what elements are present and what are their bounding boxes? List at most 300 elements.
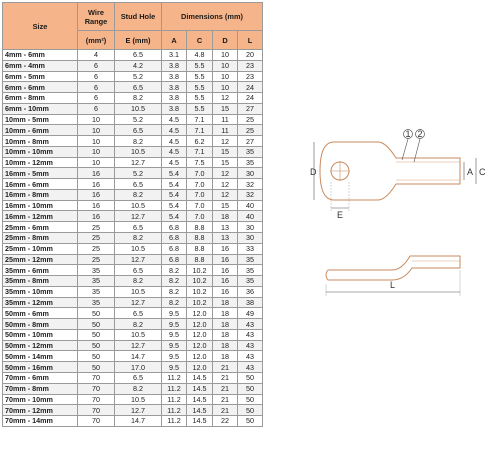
callout-1-label: 1 — [405, 129, 411, 139]
cell-wire-range: 6 — [78, 71, 115, 82]
cell-dim-l: 43 — [238, 340, 263, 351]
cell-dim-c: 10.2 — [187, 297, 213, 308]
table-row — [3, 233, 263, 244]
cell-size: 25mm - 6mm — [3, 222, 78, 233]
cell-wire-range: 35 — [78, 276, 115, 287]
cell-dim-c: 8.8 — [187, 243, 213, 254]
cell-dim-a: 9.5 — [162, 362, 187, 373]
dim-a-label: A — [467, 167, 474, 177]
cell-dim-d: 10 — [213, 60, 238, 71]
cell-size: 6mm - 6mm — [3, 82, 78, 93]
cell-wire-range: 6 — [78, 103, 115, 114]
cell-dim-a: 6.8 — [162, 254, 187, 265]
cell-dim-a: 11.2 — [162, 394, 187, 405]
dim-l-label: L — [390, 280, 396, 290]
cell-dim-c: 7.1 — [187, 146, 213, 157]
cell-dim-l: 35 — [238, 276, 263, 287]
cell-stud-hole: 10.5 — [115, 394, 162, 405]
cell-wire-range: 70 — [78, 416, 115, 427]
cell-wire-range: 25 — [78, 254, 115, 265]
cell-dim-a: 9.5 — [162, 340, 187, 351]
cell-dim-c: 7.0 — [187, 168, 213, 179]
cell-dim-c: 12.0 — [187, 362, 213, 373]
cell-wire-range: 50 — [78, 319, 115, 330]
table-row — [3, 276, 263, 287]
cell-wire-range: 6 — [78, 93, 115, 104]
cell-wire-range: 6 — [78, 82, 115, 93]
cell-dim-a: 4.5 — [162, 157, 187, 168]
table-row — [3, 319, 263, 330]
cell-wire-range: 50 — [78, 351, 115, 362]
cell-stud-hole: 6.5 — [115, 50, 162, 61]
cell-stud-hole: 12.7 — [115, 254, 162, 265]
cell-wire-range: 70 — [78, 405, 115, 416]
header-l: L — [238, 31, 263, 50]
cell-dim-a: 4.5 — [162, 125, 187, 136]
table-row — [3, 146, 263, 157]
cell-dim-d: 15 — [213, 146, 238, 157]
cell-size: 50mm - 10mm — [3, 329, 78, 340]
cell-dim-d: 18 — [213, 211, 238, 222]
cell-stud-hole: 10.5 — [115, 329, 162, 340]
cell-stud-hole: 6.5 — [115, 265, 162, 276]
cell-dim-l: 25 — [238, 125, 263, 136]
cell-size: 10mm - 5mm — [3, 114, 78, 125]
table-row — [3, 362, 263, 373]
dim-d-label: D — [310, 167, 317, 177]
cell-wire-range: 16 — [78, 168, 115, 179]
cell-wire-range: 16 — [78, 189, 115, 200]
cell-dim-l: 27 — [238, 103, 263, 114]
table-row — [3, 82, 263, 93]
cell-stud-hole: 12.7 — [115, 340, 162, 351]
table-row — [3, 114, 263, 125]
cell-wire-range: 50 — [78, 340, 115, 351]
cell-size: 35mm - 12mm — [3, 297, 78, 308]
cell-dim-l: 43 — [238, 329, 263, 340]
cell-dim-a: 8.2 — [162, 276, 187, 287]
cell-dim-a: 4.5 — [162, 114, 187, 125]
cell-stud-hole: 5.2 — [115, 71, 162, 82]
cell-dim-c: 7.0 — [187, 189, 213, 200]
cell-size: 10mm - 12mm — [3, 157, 78, 168]
cell-dim-d: 18 — [213, 340, 238, 351]
cell-dim-c: 7.0 — [187, 179, 213, 190]
cell-dim-d: 22 — [213, 416, 238, 427]
cell-size: 16mm - 6mm — [3, 179, 78, 190]
cell-dim-a: 4.5 — [162, 146, 187, 157]
cell-dim-d: 16 — [213, 286, 238, 297]
cell-dim-d: 12 — [213, 136, 238, 147]
cell-dim-l: 50 — [238, 405, 263, 416]
cell-wire-range: 50 — [78, 362, 115, 373]
cell-dim-c: 6.2 — [187, 136, 213, 147]
cell-dim-l: 40 — [238, 211, 263, 222]
cell-dim-l: 50 — [238, 383, 263, 394]
cell-size: 6mm - 8mm — [3, 93, 78, 104]
cell-stud-hole: 6.5 — [115, 308, 162, 319]
cell-dim-l: 43 — [238, 319, 263, 330]
lug-diagrams — [310, 120, 495, 305]
cell-wire-range: 10 — [78, 136, 115, 147]
cell-dim-d: 21 — [213, 362, 238, 373]
callout-2-label: 2 — [417, 129, 423, 139]
cell-dim-l: 30 — [238, 168, 263, 179]
cell-size: 4mm - 6mm — [3, 50, 78, 61]
cell-wire-range: 50 — [78, 329, 115, 340]
cell-dim-c: 14.5 — [187, 405, 213, 416]
cell-dim-a: 3.8 — [162, 60, 187, 71]
cell-size: 35mm - 10mm — [3, 286, 78, 297]
table-row — [3, 254, 263, 265]
cell-size: 35mm - 8mm — [3, 276, 78, 287]
cell-size: 6mm - 5mm — [3, 71, 78, 82]
cell-dim-a: 3.8 — [162, 93, 187, 104]
cell-dim-c: 12.0 — [187, 340, 213, 351]
cell-dim-c: 5.5 — [187, 60, 213, 71]
cell-dim-d: 16 — [213, 276, 238, 287]
cell-stud-hole: 4.2 — [115, 60, 162, 71]
cell-size: 10mm - 6mm — [3, 125, 78, 136]
cell-stud-hole: 5.2 — [115, 114, 162, 125]
cell-size: 50mm - 16mm — [3, 362, 78, 373]
cell-size: 6mm - 4mm — [3, 60, 78, 71]
cell-dim-d: 13 — [213, 222, 238, 233]
cell-wire-range: 70 — [78, 394, 115, 405]
cell-size: 70mm - 10mm — [3, 394, 78, 405]
cell-dim-c: 4.8 — [187, 50, 213, 61]
cell-wire-range: 70 — [78, 383, 115, 394]
cell-dim-a: 4.5 — [162, 136, 187, 147]
cell-dim-l: 24 — [238, 82, 263, 93]
cell-dim-a: 5.4 — [162, 168, 187, 179]
header-size: Size — [3, 3, 78, 50]
table-row — [3, 211, 263, 222]
cell-dim-d: 15 — [213, 200, 238, 211]
cell-size: 10mm - 10mm — [3, 146, 78, 157]
cell-size: 25mm - 8mm — [3, 233, 78, 244]
header-stud-hole: Stud Hole — [115, 3, 162, 31]
callout-1-leader — [402, 139, 408, 160]
cell-stud-hole: 8.2 — [115, 136, 162, 147]
cell-dim-c: 10.2 — [187, 265, 213, 276]
cell-dim-d: 10 — [213, 50, 238, 61]
table-row — [3, 93, 263, 104]
table-row — [3, 136, 263, 147]
cell-dim-a: 9.5 — [162, 319, 187, 330]
cell-stud-hole: 8.2 — [115, 319, 162, 330]
cell-stud-hole: 6.5 — [115, 82, 162, 93]
cell-dim-d: 15 — [213, 157, 238, 168]
spec-table — [2, 2, 263, 427]
cell-dim-a: 5.4 — [162, 211, 187, 222]
cell-stud-hole: 6.5 — [115, 179, 162, 190]
cell-dim-d: 11 — [213, 114, 238, 125]
cell-dim-c: 10.2 — [187, 286, 213, 297]
cell-dim-a: 3.8 — [162, 71, 187, 82]
table-row — [3, 286, 263, 297]
cell-dim-l: 30 — [238, 233, 263, 244]
cell-dim-a: 5.4 — [162, 189, 187, 200]
cell-stud-hole: 8.2 — [115, 93, 162, 104]
cell-dim-l: 20 — [238, 50, 263, 61]
cell-dim-c: 10.2 — [187, 276, 213, 287]
cell-dim-a: 9.5 — [162, 308, 187, 319]
cell-dim-d: 21 — [213, 405, 238, 416]
cell-dim-c: 5.5 — [187, 103, 213, 114]
cell-dim-a: 8.2 — [162, 286, 187, 297]
cell-stud-hole: 12.7 — [115, 211, 162, 222]
dim-e-label: E — [337, 210, 344, 220]
cell-dim-a: 11.2 — [162, 405, 187, 416]
cell-dim-a: 5.4 — [162, 200, 187, 211]
cell-dim-l: 43 — [238, 351, 263, 362]
table-row — [3, 308, 263, 319]
table-row — [3, 179, 263, 190]
cell-dim-a: 3.8 — [162, 103, 187, 114]
header-wire-range: Wire Range — [78, 3, 115, 31]
cell-stud-hole: 8.2 — [115, 276, 162, 287]
cell-wire-range: 50 — [78, 308, 115, 319]
cell-dim-d: 10 — [213, 71, 238, 82]
cell-wire-range: 16 — [78, 211, 115, 222]
cell-size: 70mm - 12mm — [3, 405, 78, 416]
cell-stud-hole: 10.5 — [115, 243, 162, 254]
cell-wire-range: 35 — [78, 286, 115, 297]
cell-dim-a: 5.4 — [162, 179, 187, 190]
cell-size: 16mm - 8mm — [3, 189, 78, 200]
cell-dim-l: 49 — [238, 308, 263, 319]
cell-dim-d: 10 — [213, 82, 238, 93]
cell-dim-d: 13 — [213, 233, 238, 244]
cell-wire-range: 10 — [78, 125, 115, 136]
cell-dim-l: 35 — [238, 146, 263, 157]
cell-dim-l: 35 — [238, 157, 263, 168]
cell-wire-range: 10 — [78, 114, 115, 125]
cell-dim-a: 3.1 — [162, 50, 187, 61]
cell-dim-c: 14.5 — [187, 383, 213, 394]
cell-wire-range: 25 — [78, 243, 115, 254]
cell-dim-a: 11.2 — [162, 383, 187, 394]
table-row — [3, 265, 263, 276]
cell-wire-range: 25 — [78, 222, 115, 233]
cell-dim-c: 8.8 — [187, 254, 213, 265]
cell-size: 16mm - 12mm — [3, 211, 78, 222]
cell-dim-l: 32 — [238, 179, 263, 190]
cell-dim-c: 5.5 — [187, 82, 213, 93]
cell-dim-a: 3.8 — [162, 82, 187, 93]
table-row — [3, 394, 263, 405]
cell-dim-d: 12 — [213, 93, 238, 104]
cell-dim-c: 7.0 — [187, 200, 213, 211]
cell-stud-hole: 8.2 — [115, 233, 162, 244]
cell-size: 35mm - 6mm — [3, 265, 78, 276]
cell-dim-c: 14.5 — [187, 416, 213, 427]
cell-dim-l: 33 — [238, 243, 263, 254]
cell-dim-l: 36 — [238, 286, 263, 297]
cell-dim-c: 7.0 — [187, 211, 213, 222]
lug-side-outline — [326, 256, 460, 280]
table-row — [3, 329, 263, 340]
cell-dim-c: 7.5 — [187, 157, 213, 168]
cell-size: 16mm - 10mm — [3, 200, 78, 211]
cell-dim-l: 50 — [238, 394, 263, 405]
table-row — [3, 243, 263, 254]
cell-size: 70mm - 14mm — [3, 416, 78, 427]
cell-dim-c: 5.5 — [187, 93, 213, 104]
cell-dim-c: 7.1 — [187, 114, 213, 125]
cell-size: 16mm - 5mm — [3, 168, 78, 179]
cell-dim-d: 18 — [213, 351, 238, 362]
cell-dim-d: 16 — [213, 254, 238, 265]
header-stud-unit: E (mm) — [115, 31, 162, 50]
cell-wire-range: 35 — [78, 265, 115, 276]
cell-dim-d: 12 — [213, 189, 238, 200]
cell-stud-hole: 12.7 — [115, 157, 162, 168]
cell-dim-d: 15 — [213, 103, 238, 114]
cell-stud-hole: 17.0 — [115, 362, 162, 373]
cell-size: 50mm - 8mm — [3, 319, 78, 330]
cell-dim-a: 8.2 — [162, 265, 187, 276]
table-row — [3, 157, 263, 168]
cell-dim-c: 12.0 — [187, 308, 213, 319]
cell-dim-c: 12.0 — [187, 351, 213, 362]
cell-wire-range: 10 — [78, 146, 115, 157]
table-row — [3, 71, 263, 82]
cell-wire-range: 10 — [78, 157, 115, 168]
cell-dim-c: 12.0 — [187, 329, 213, 340]
cell-dim-c: 12.0 — [187, 319, 213, 330]
cell-dim-l: 40 — [238, 200, 263, 211]
cell-size: 50mm - 14mm — [3, 351, 78, 362]
table-row — [3, 189, 263, 200]
cell-dim-d: 21 — [213, 394, 238, 405]
cell-stud-hole: 6.5 — [115, 372, 162, 383]
lug-side-view — [326, 256, 460, 296]
cell-dim-d: 16 — [213, 243, 238, 254]
dim-c-label: C — [479, 167, 486, 177]
cell-stud-hole: 14.7 — [115, 351, 162, 362]
cell-dim-l: 35 — [238, 254, 263, 265]
cell-dim-a: 11.2 — [162, 416, 187, 427]
cell-wire-range: 70 — [78, 372, 115, 383]
cell-wire-range: 16 — [78, 179, 115, 190]
cell-wire-range: 16 — [78, 200, 115, 211]
lug-top-view — [310, 129, 486, 220]
cell-wire-range: 4 — [78, 50, 115, 61]
cell-stud-hole: 10.5 — [115, 103, 162, 114]
cell-dim-l: 50 — [238, 372, 263, 383]
cell-wire-range: 35 — [78, 297, 115, 308]
cell-dim-l: 27 — [238, 136, 263, 147]
table-row — [3, 60, 263, 71]
cell-dim-d: 12 — [213, 179, 238, 190]
table-row — [3, 383, 263, 394]
cell-size: 25mm - 10mm — [3, 243, 78, 254]
cell-size: 70mm - 8mm — [3, 383, 78, 394]
header-wire-unit: (mm²) — [78, 31, 115, 50]
cell-dim-c: 7.1 — [187, 125, 213, 136]
cell-dim-l: 38 — [238, 297, 263, 308]
table-row — [3, 351, 263, 362]
cell-size: 50mm - 6mm — [3, 308, 78, 319]
cell-dim-d: 16 — [213, 265, 238, 276]
cell-stud-hole: 14.7 — [115, 416, 162, 427]
cell-stud-hole: 10.5 — [115, 146, 162, 157]
cell-stud-hole: 5.2 — [115, 168, 162, 179]
table-row — [3, 50, 263, 61]
cell-dim-d: 18 — [213, 329, 238, 340]
header-dimensions: Dimensions (mm) — [162, 3, 263, 31]
table-row — [3, 103, 263, 114]
cell-stud-hole: 10.5 — [115, 286, 162, 297]
cell-dim-c: 8.8 — [187, 222, 213, 233]
cell-dim-a: 6.8 — [162, 243, 187, 254]
cell-dim-l: 24 — [238, 93, 263, 104]
cell-stud-hole: 6.5 — [115, 125, 162, 136]
cell-dim-d: 21 — [213, 372, 238, 383]
cell-dim-d: 11 — [213, 125, 238, 136]
cell-dim-c: 8.8 — [187, 233, 213, 244]
cell-dim-a: 6.8 — [162, 222, 187, 233]
cell-wire-range: 6 — [78, 60, 115, 71]
table-row — [3, 168, 263, 179]
cell-dim-l: 35 — [238, 265, 263, 276]
table-row — [3, 405, 263, 416]
table-row — [3, 125, 263, 136]
cell-stud-hole: 8.2 — [115, 383, 162, 394]
spec-table-body — [3, 50, 263, 427]
cell-dim-c: 14.5 — [187, 394, 213, 405]
cell-stud-hole: 6.5 — [115, 222, 162, 233]
header-c: C — [187, 31, 213, 50]
cell-size: 25mm - 12mm — [3, 254, 78, 265]
cell-dim-d: 18 — [213, 319, 238, 330]
cell-size: 10mm - 8mm — [3, 136, 78, 147]
header-a: A — [162, 31, 187, 50]
header-d: D — [213, 31, 238, 50]
cell-stud-hole: 8.2 — [115, 189, 162, 200]
cell-dim-l: 30 — [238, 222, 263, 233]
cell-dim-d: 21 — [213, 383, 238, 394]
cell-size: 6mm - 10mm — [3, 103, 78, 114]
cell-dim-l: 43 — [238, 362, 263, 373]
table-row — [3, 297, 263, 308]
cell-dim-l: 32 — [238, 189, 263, 200]
table-row — [3, 222, 263, 233]
cell-dim-c: 14.5 — [187, 372, 213, 383]
cell-dim-l: 23 — [238, 60, 263, 71]
cell-size: 50mm - 12mm — [3, 340, 78, 351]
cell-dim-d: 18 — [213, 297, 238, 308]
cell-dim-a: 6.8 — [162, 233, 187, 244]
cell-stud-hole: 12.7 — [115, 405, 162, 416]
cell-dim-a: 8.2 — [162, 297, 187, 308]
cell-dim-l: 25 — [238, 114, 263, 125]
cell-dim-a: 9.5 — [162, 351, 187, 362]
table-row — [3, 416, 263, 427]
cell-dim-d: 18 — [213, 308, 238, 319]
cell-stud-hole: 10.5 — [115, 200, 162, 211]
cell-dim-l: 50 — [238, 416, 263, 427]
cell-dim-d: 12 — [213, 168, 238, 179]
cell-dim-a: 9.5 — [162, 329, 187, 340]
table-row — [3, 200, 263, 211]
table-row — [3, 340, 263, 351]
cell-size: 70mm - 6mm — [3, 372, 78, 383]
table-row — [3, 372, 263, 383]
cell-wire-range: 25 — [78, 233, 115, 244]
